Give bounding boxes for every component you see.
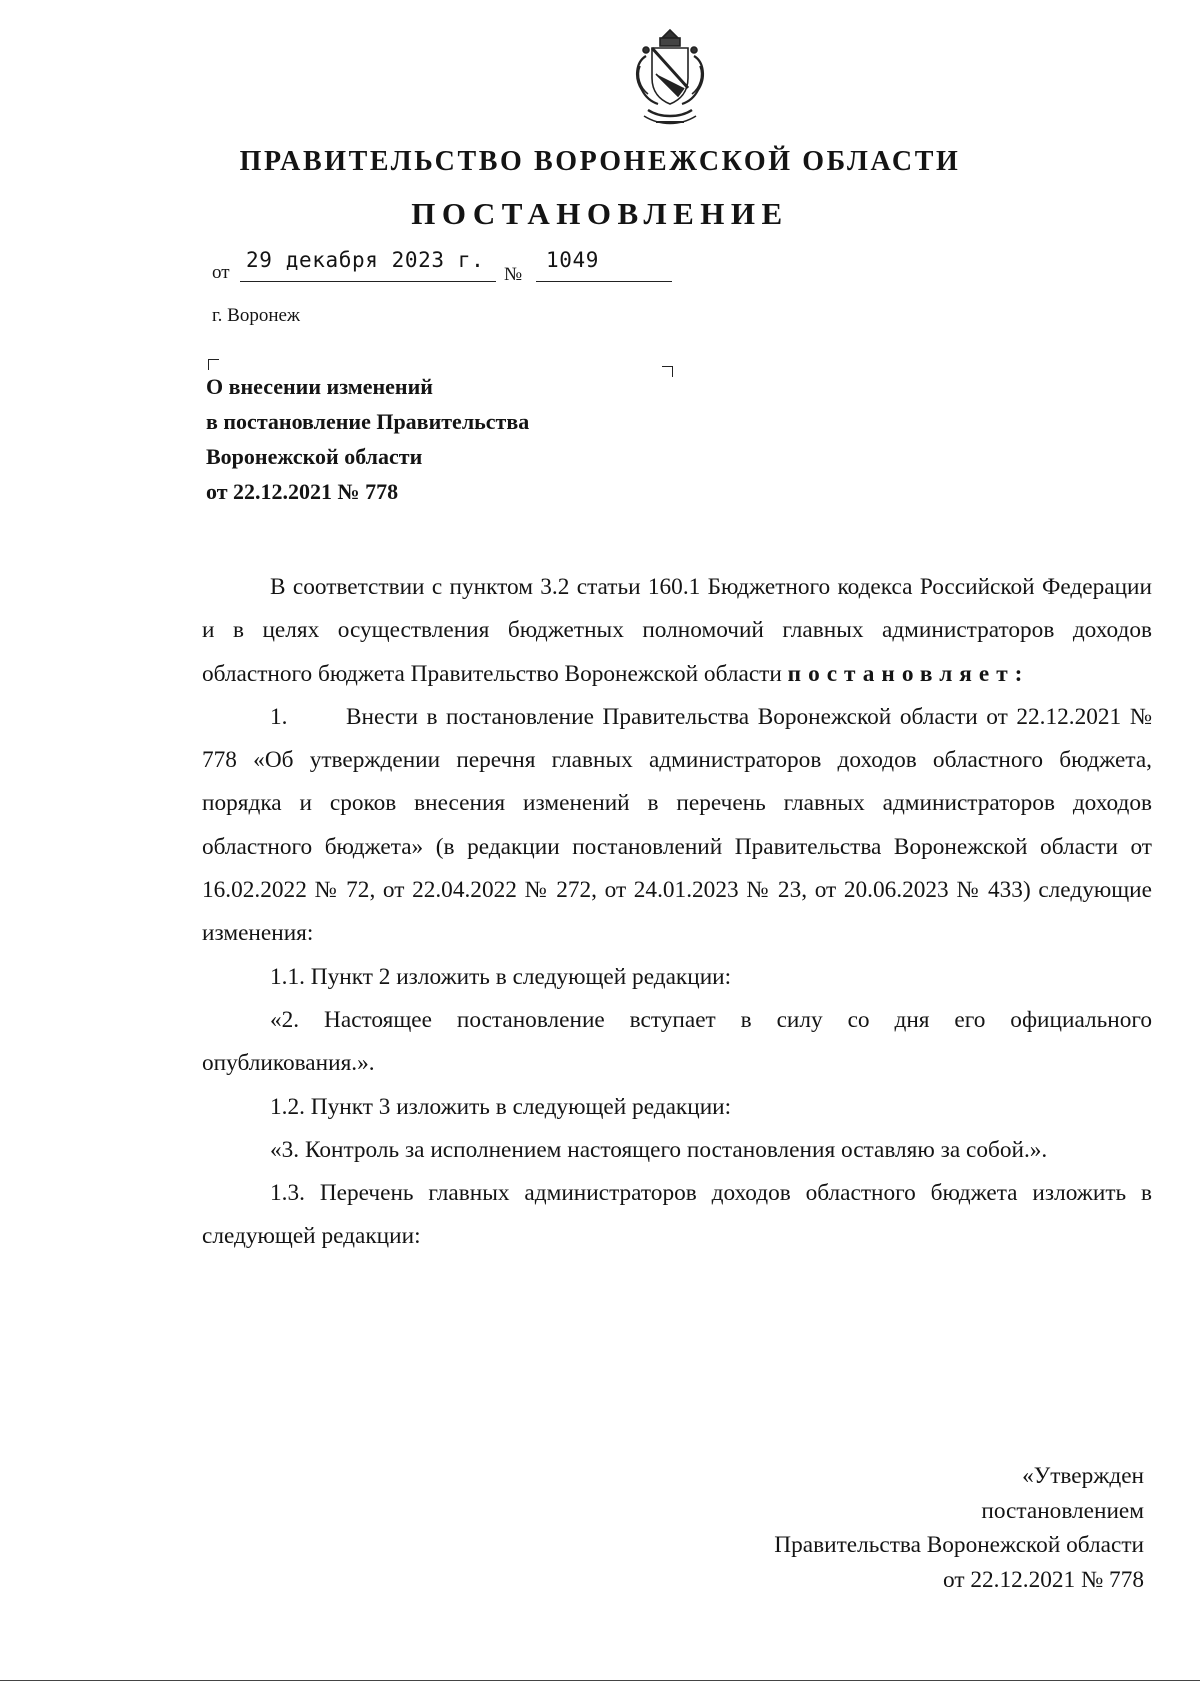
item-1-3-paragraph: 1.3. Перечень главных администраторов доходов областного бюджета изложить в следующей редакции: bbox=[202, 1180, 1152, 1250]
item-1-1-paragraph: 1.1. Пункт 2 изложить в следующей редакции: bbox=[270, 963, 732, 990]
document-date: 29 декабря 2023 г. bbox=[246, 248, 485, 272]
preamble-paragraph bbox=[202, 566, 1152, 696]
document-subject bbox=[206, 369, 529, 509]
document-number: 1049 bbox=[546, 248, 599, 272]
approval-line: «Утвержден bbox=[1022, 1463, 1144, 1489]
page-bottom-rule bbox=[0, 1680, 1200, 1681]
item-1-1-quote: «2. Настоящее постановление вступает в силу со дня его официального опубликования.». bbox=[202, 1006, 1152, 1077]
subject-corner-right bbox=[662, 366, 673, 377]
date-underline bbox=[240, 280, 496, 282]
document-body bbox=[202, 566, 1152, 1259]
item-1-paragraph bbox=[202, 696, 1152, 956]
authority-title: ПРАВИТЕЛЬСТВО ВОРОНЕЖСКОЙ ОБЛАСТИ bbox=[239, 146, 961, 177]
coat-of-arms-emblem bbox=[626, 26, 714, 130]
item-1-text: Внести в постановление Правительства Воронежской области от 22.12.2021 № 778 «Об утверждении перечня главных администраторов доходов областного бюджета, порядка и сроков внесения изменений в перечень главных администраторов доходов областного бюджета» (в редакции постановлений Правительства Воронежской области от 16.02.2022 № 72, от 22.04.2022 № 272, от 24.01.2023 № 23, от 20.06.2023 № 433) следующие изменения: bbox=[202, 703, 1152, 947]
city-label: г. Воронеж bbox=[212, 305, 301, 326]
item-1-number: 1. bbox=[270, 703, 288, 730]
approval-line: Правительства Воронежской области bbox=[774, 1532, 1144, 1558]
resolves-word: постановляет: bbox=[787, 660, 1030, 687]
item-1-2-quote: «3. Контроль за исполнением настоящего постановления оставляю за собой.». bbox=[270, 1136, 1048, 1163]
approval-block bbox=[774, 1459, 1144, 1597]
preamble-text: В соответствии с пунктом 3.2 статьи 160.1 Бюджетного кодекса Российской Федерации и в целях осуществления бюджетных полномочий главных администраторов доходов областного бюджета Правительство Воронежской области bbox=[202, 574, 1152, 687]
approval-line: постановлением bbox=[981, 1497, 1144, 1524]
subject-line: О внесении изменений bbox=[206, 374, 433, 399]
subject-line: от 22.12.2021 № 778 bbox=[206, 479, 399, 504]
number-label: № bbox=[504, 264, 523, 285]
subject-line: в постановление Правительства bbox=[206, 409, 530, 434]
date-from-label: от bbox=[212, 262, 230, 283]
item-1-2-paragraph: 1.2. Пункт 3 изложить в следующей редакции: bbox=[270, 1093, 732, 1120]
approval-line: от 22.12.2021 № 778 bbox=[942, 1566, 1144, 1593]
subject-line: Воронежской области bbox=[206, 444, 423, 469]
number-underline bbox=[536, 280, 672, 282]
document-type-title: ПОСТАНОВЛЕНИЕ bbox=[411, 196, 789, 231]
